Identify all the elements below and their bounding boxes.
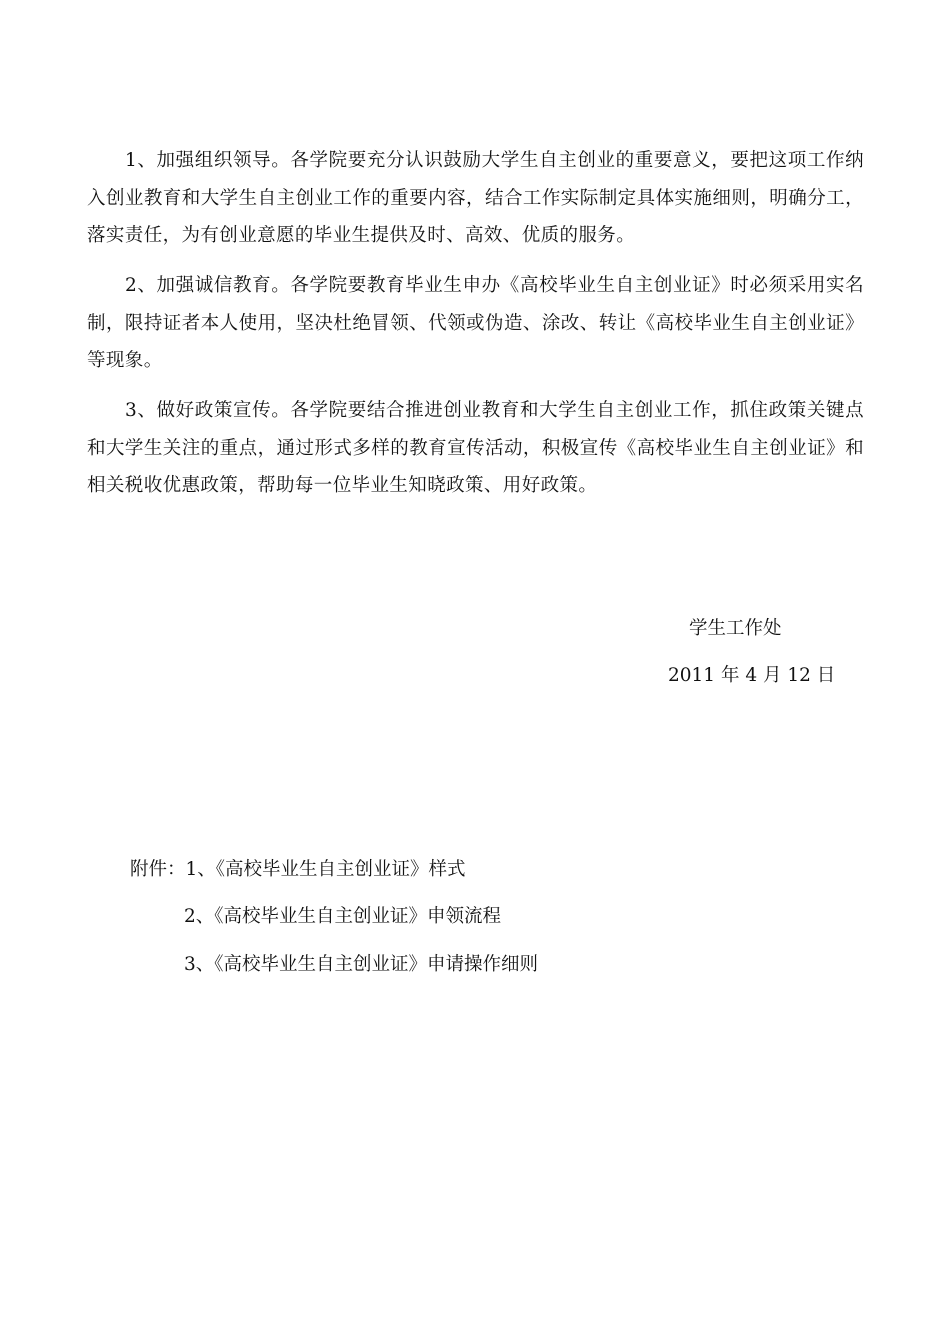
attachment-item: 附件：1、《高校毕业生自主创业证》样式: [130, 859, 466, 880]
signature-office: 学生工作处: [689, 618, 782, 639]
attachment-item: 2、《高校毕业生自主创业证》申领流程: [184, 906, 502, 927]
paragraph-integrity-education: 2、加强诚信教育。各学院要教育毕业生申办《高校毕业生自主创业证》时必须采用实名制，限持证者本人使用，坚决杜绝冒领、代领或伪造、涂改、转让《高校毕业生自主创业证》等现象。: [87, 275, 864, 371]
attachment-item: 3、《高校毕业生自主创业证》申请操作细则: [184, 954, 539, 975]
paragraph-policy-publicity: 3、做好政策宣传。各学院要结合推进创业教育和大学生自主创业工作，抓住政策关键点和大学生关注的重点，通过形式多样的教育宣传活动，积极宣传《高校毕业生自主创业证》和相关税收优惠政策，帮助每一位毕业生知晓政策、用好政策。: [87, 400, 864, 496]
paragraph-organization-leadership: 1、加强组织领导。各学院要充分认识鼓励大学生自主创业的重要意义，要把这项工作纳入创业教育和大学生自主创业工作的重要内容，结合工作实际制定具体实施细则，明确分工，落实责任，为有创业意愿的毕业生提供及时、高效、优质的服务。: [87, 150, 864, 246]
signature-date: 2011 年 4 月 12 日: [668, 665, 836, 686]
